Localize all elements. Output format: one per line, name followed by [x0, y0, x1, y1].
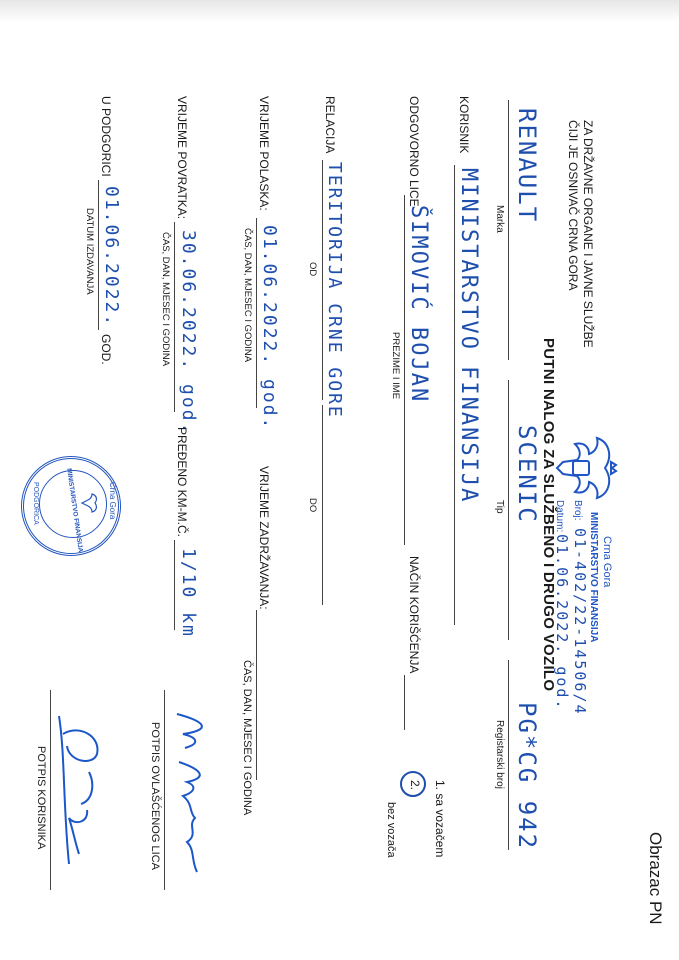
ministry-round-seal	[21, 456, 121, 556]
odgovorno-lice-value: ŠIMOVIĆ BOJAN	[406, 205, 431, 404]
stamp-country: Crna Gora	[601, 536, 613, 588]
predjeno-label: PREĐENO KM-M.Č.	[175, 427, 189, 538]
stamp-ministry: MINISTARSTVO FINANSIJA	[588, 512, 599, 643]
relacija-value: TERITORIJA CRNE GORE	[324, 162, 345, 419]
odgovorno-lice-label: ODGOVORNO LICE	[407, 96, 421, 207]
korisnik-line	[454, 165, 455, 625]
zadrzavanje-line	[256, 610, 257, 780]
seal-center-text: MINISTARSTVO FINANSIJA	[65, 467, 84, 553]
predjeno-line	[174, 540, 175, 630]
korisnik-label: KORISNIK	[457, 96, 471, 154]
odgovorno-lice-line	[404, 195, 405, 545]
povratak-value: 30.06.2022. god.	[178, 230, 199, 436]
marka-caption: Marka	[494, 205, 505, 233]
nacin-option-1: 1. sa vozačem	[433, 780, 447, 858]
polazak-label: VRIJEME POLASKA:	[257, 96, 271, 211]
authorized-signature-icon	[165, 708, 217, 888]
izdavanje-date-value: 01.06.2022.	[101, 186, 122, 328]
marka-line	[508, 100, 509, 360]
marka-value: RENAULT	[513, 108, 541, 224]
izdavanje-god: GOD.	[99, 334, 113, 365]
reg-caption: Registarski broj	[494, 720, 505, 789]
korisnik-value: MINISTARSTVO FINANSIJA	[456, 168, 481, 504]
stamp-broj-value: 01-402/22-14506/4	[571, 528, 589, 716]
izdavanje-caption: DATUM IZDAVANJA	[84, 208, 95, 295]
relacija-do-line	[322, 405, 323, 605]
reg-line	[508, 660, 509, 850]
tip-line	[508, 380, 509, 640]
izdavanje-place-label: U PODGORICI	[99, 96, 113, 177]
seal-top-text: Crna Gora	[108, 482, 117, 520]
povratak-label: VRIJEME POVRATKA:	[175, 96, 189, 220]
coat-of-arms-icon	[547, 432, 619, 504]
odgovorno-lice-caption: PREZIME I IME	[390, 332, 401, 400]
tip-value: SCENIC	[513, 425, 541, 524]
user-signature-icon	[53, 714, 109, 874]
nacin-label: NAČIN KORIŠĆENJA	[407, 556, 421, 674]
reg-value: PG*CG 942	[513, 702, 541, 851]
seal-bottom-text: PODGORICA	[32, 482, 39, 525]
user-signature-caption: POTPIS KORISNIKA	[35, 746, 47, 850]
nacin-line	[404, 675, 405, 730]
tip-caption: Tip	[494, 500, 505, 514]
predjeno-value: 1/10 km	[178, 548, 199, 638]
stamp-datum-value: 01.06.2022. god.	[553, 534, 571, 711]
relacija-label: RELACIJA	[323, 96, 337, 154]
zadrzavanje-label: VRIJEME ZADRŽAVANJA:	[257, 466, 271, 610]
stamp-datum-label: Datum:	[554, 500, 565, 533]
izdavanje-date-line	[98, 180, 99, 330]
org-line-1: ZA DRŽAVNE ORGANE I JAVNE SLUŽBE	[581, 120, 595, 348]
polazak-caption: ČAS, DAN, MJESEC I GODINA	[242, 228, 253, 363]
seal-eagle-icon	[80, 493, 98, 513]
relacija-od-line	[322, 160, 323, 400]
user-signature-line	[50, 690, 51, 890]
polazak-line	[256, 218, 257, 408]
zadrzavanje-caption: ČAS, DAN, MJESEC I GODINA	[241, 660, 253, 816]
relacija-do-caption: DO	[307, 498, 318, 513]
stamp-broj-label: Broj:	[572, 500, 583, 521]
org-line-2: ČIJI JE OSNIVAČ CRNA GORA	[566, 120, 580, 291]
authorized-signature-line	[164, 690, 165, 890]
nacin-option-2-number: 2.	[408, 780, 422, 791]
form-label: Obrazac PN	[646, 832, 665, 925]
povratak-line	[174, 222, 175, 412]
authorized-signature-caption: POTPIS OVLAŠĆENOG LICA	[149, 722, 161, 870]
polazak-value: 01.06.2022. god.	[259, 225, 280, 431]
form-title: PUTNI NALOG ZA SLUŽBENO I DRUGO VOZILO	[540, 338, 557, 692]
relacija-od-caption: OD	[307, 262, 318, 277]
povratak-caption: ČAS, DAN, MJESEC I GODINA	[160, 232, 171, 367]
nacin-option-2-text: bez vozača	[385, 802, 397, 858]
